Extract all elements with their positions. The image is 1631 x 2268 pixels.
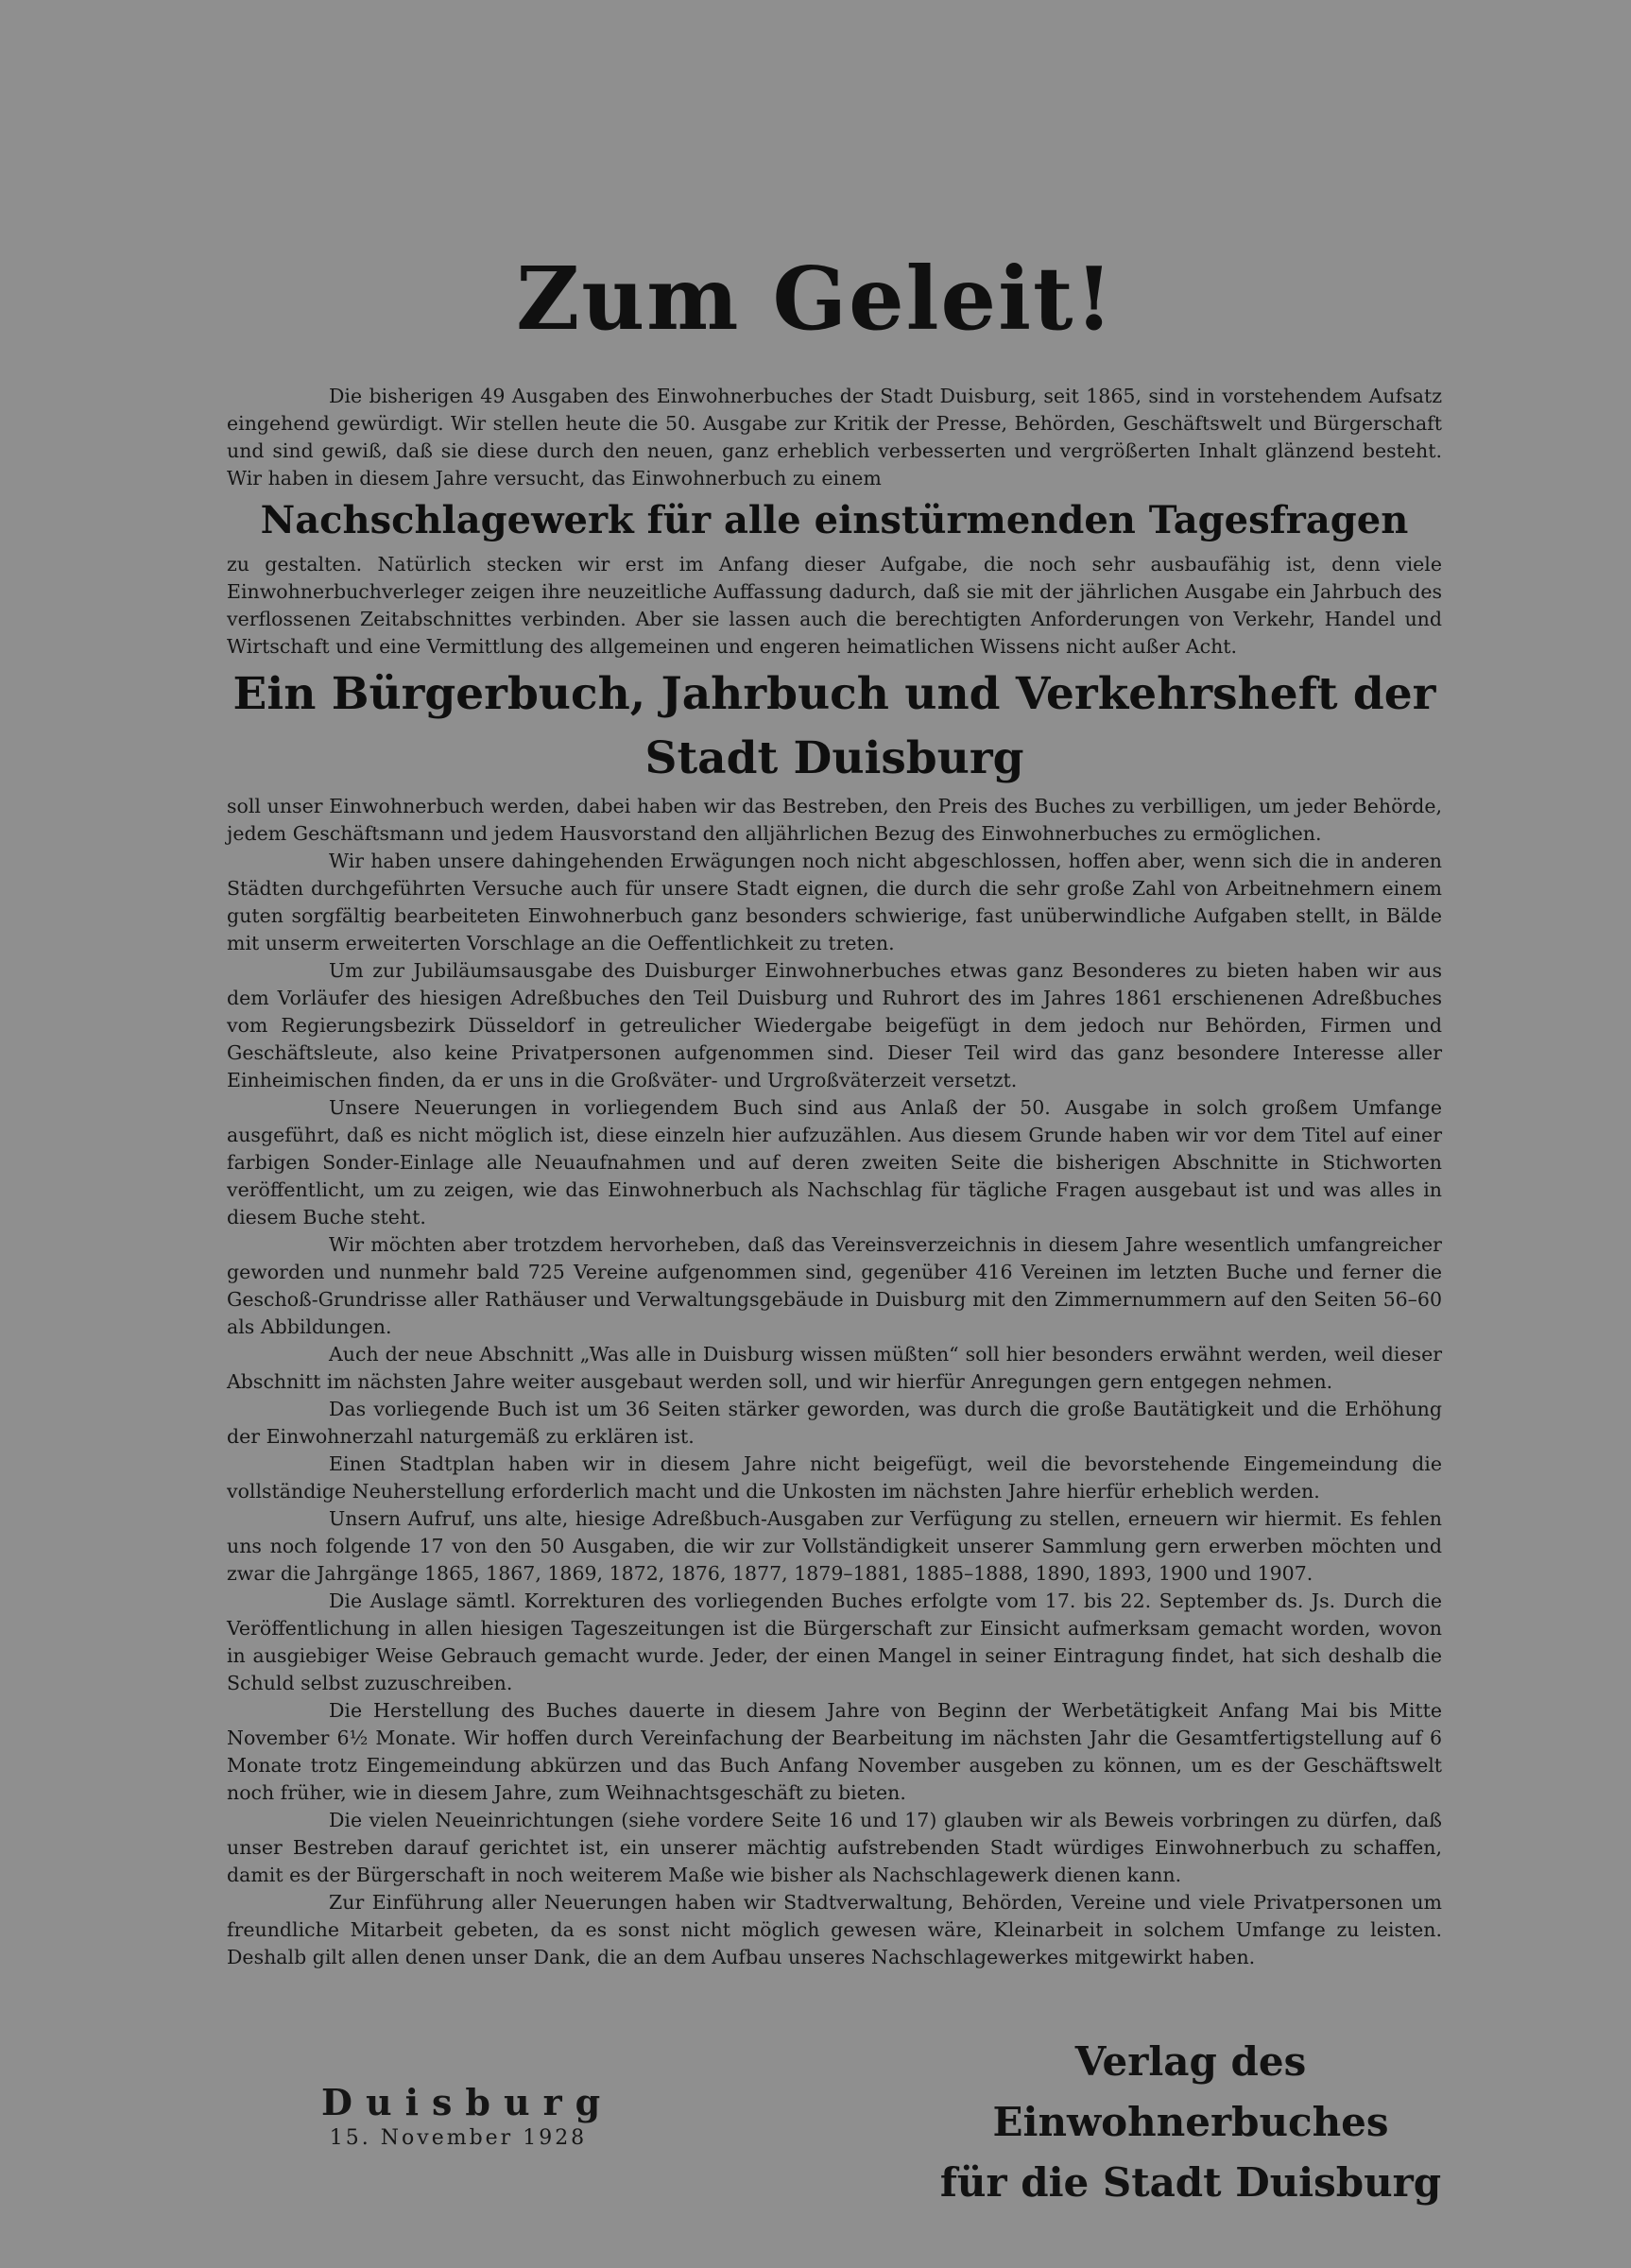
headline-buergerbuch: Ein Bürgerbuch, Jahrbuch und Verkehrsheft der Stadt Duisburg (232, 668, 1436, 784)
paragraph: Die Auslage sämtl. Korrekturen des vorliegenden Buches erfolgte vom 17. bis 22. September ds. Js. Durch die Veröffentlichung in allen hiesigen Tageszeitungen ist die Bürgerschaft zur Einsicht aufmerksam gemacht worden, wovon in ausgiebiger Weise Gebrauch gemacht wurde. Jeder, der einen Mangel in seiner Eintragung findet, hat sich deshalb die Schuld selbst zuzuschreiben. (227, 1589, 1442, 1694)
paragraph: Unsere Neuerungen in vorliegendem Buch sind aus Anlaß der 50. Ausgabe in solch großem Umfange ausgeführt, daß es nicht möglich ist, diese einzeln hier aufzuzählen. Aus diesem Grunde haben wir vor dem Titel auf einer farbigen Sonder-Einlage alle Neuaufnahmen und auf deren zweiten Seite die bisherigen Abschnitte in Stichworten veröffentlicht, um zu zeigen, wie das Einwohnerbuch als Nachschlag für tägliche Fragen ausgebaut ist und was alles in diesem Buche steht. (227, 1096, 1442, 1228)
closing-date: 15. November 1928 (329, 2126, 588, 2150)
paragraph: Unsern Aufruf, uns alte, hiesige Adreßbuch-Ausgaben zur Verfügung zu stellen, erneuern wir hiermit. Es fehlen uns noch folgende 17 von den 50 Ausgaben, die wir zur Vollständigkeit unserer Sammlung gern erwerben möchten und zwar die Jahrgänge 1865, 1867, 1869, 1872, 1876, 1877, 1879–1881, 1885–1888, 1890, 1893, 1900 und 1907. (227, 1507, 1442, 1585)
page-title: Zum Geleit! (516, 248, 1115, 350)
paragraph: Die vielen Neueinrichtungen (siehe vordere Seite 16 und 17) glauben wir als Beweis vorbringen zu dürfen, daß unser Bestreben darauf gerichtet ist, ein unserer mächtig aufstrebenden Stadt würdiges Einwohnerbuch zu schaffen, damit es der Bürgerschaft in noch weiterem Maße wie bisher als Nachschlagewerk dienen kann. (227, 1809, 1442, 1886)
article-body (227, 383, 1442, 1971)
paragraph: Einen Stadtplan haben wir in diesem Jahre nicht beigefügt, weil die bevorstehende Eingemeindung die vollständige Neuherstellung erforderlich macht und die Unkosten im nächsten Jahre hierfür erheblich werden. (227, 1452, 1442, 1503)
place-and-date (321, 2081, 614, 2153)
paragraph: Zur Einführung aller Neuerungen haben wir Stadtverwaltung, Behörden, Vereine und viele Privatpersonen um freundliche Mitarbeit gebeten, da es sonst nicht möglich gewesen wäre, Kleinarbeit in solchem Umfange zu leisten. Deshalb gilt allen denen unser Dank, die an dem Aufbau unseres Nachschlagewerkes mitgewirkt haben. (227, 1891, 1442, 1968)
paragraph: Die Herstellung des Buches dauerte in diesem Jahre von Beginn der Werbetätigkeit Anfang Mai bis Mitte November 6½ Monate. Wir hoffen durch Vereinfachung der Bearbeitung im nächsten Jahr die Gesamtfertigstellung auf 6 Monate trotz Eingemeindung abkürzen und das Buch Anfang November ausgeben zu können, um es der Geschäftswelt noch früher, wie in diesem Jahre, zum Weihnachtsgeschäft zu bieten. (227, 1699, 1442, 1804)
publisher-line-2: für die Stadt Duisburg (939, 2159, 1442, 2206)
paragraph: zu gestalten. Natürlich stecken wir erst im Anfang dieser Aufgabe, die noch sehr ausbaufähig ist, denn viele Einwohnerbuchverleger zeigen ihre neuzeitliche Auffassung dadurch, daß sie mit der jährlichen Ausgabe ein Jahrbuch des verflossenen Zeitabschnittes verbinden. Aber sie lassen auch die berechtigten Anforderungen von Verkehr, Handel und Wirtschaft und eine Vermittlung des allgemeinen und engeren heimatlichen Wissens nicht außer Acht. (227, 553, 1442, 658)
paragraph: Auch der neue Abschnitt „Was alle in Duisburg wissen müßten“ soll hier besonders erwähnt werden, weil dieser Abschnitt im nächsten Jahre weiter ausgebaut werden soll, und wir hierfür Anregungen gern entgegen nehmen. (227, 1343, 1442, 1393)
publisher-line-1: Verlag des Einwohnerbuches (992, 2038, 1389, 2145)
paragraph: Wir möchten aber trotzdem hervorheben, daß das Vereinsverzeichnis in diesem Jahre wesentlich umfangreicher geworden und nunmehr bald 725 Vereine aufgenommen sind, gegenüber 416 Vereinen im letzten Buche und ferner die Geschoß-Grundrisse aller Rathäuser und Verwaltungsgebäude in Duisburg mit den Zimmernummern auf den Seiten 56–60 als Abbildungen. (227, 1233, 1442, 1338)
closing-city: Duisburg (321, 2081, 614, 2123)
headline-nachschlagewerk: Nachschlagewerk für alle einstürmenden Tagesfragen (260, 498, 1409, 542)
paragraph: Das vorliegende Buch ist um 36 Seiten stärker geworden, was durch die große Bautätigkeit und die Erhöhung der Einwohnerzahl naturgemäß zu erklären ist. (227, 1398, 1442, 1448)
paragraph: soll unser Einwohnerbuch werden, dabei haben wir das Bestreben, den Preis des Buches zu verbilligen, um jeder Behörde, jedem Geschäftsmann und jedem Hausvorstand den alljährlichen Bezug des Einwohnerbuches zu ermöglichen. (227, 795, 1442, 845)
paragraph: Wir haben unsere dahingehenden Erwägungen noch nicht abgeschlossen, hoffen aber, wenn sich die in anderen Städten durchgeführten Versuche auch für unsere Stadt eignen, die durch die sehr große Zahl von Arbeitnehmern einem guten sorgfältig bearbeiteten Einwohnerbuch ganz besonders schwierige, fast unüberwindliche Aufgaben stellt, in Bälde mit unserm erweiterten Vorschlage an die Oeffentlichkeit zu treten. (227, 850, 1442, 954)
paragraph: Die bisherigen 49 Ausgaben des Einwohnerbuches der Stadt Duisburg, seit 1865, sind in vorstehendem Aufsatz eingehend gewürdigt. Wir stellen heute die 50. Ausgabe zur Kritik der Presse, Behörden, Geschäftswelt und Bürgerschaft und sind gewiß, daß sie diese durch den neuen, ganz erheblich verbesserten und vergrößerten Inhalt glänzend besteht. Wir haben in diesem Jahre versucht, das Einwohnerbuch zu einem (227, 385, 1442, 490)
publisher-signature (907, 2032, 1474, 2213)
paragraph: Um zur Jubiläumsausgabe des Duisburger Einwohnerbuches etwas ganz Besonderes zu bieten haben wir aus dem Vorläufer des hiesigen Adreßbuches den Teil Duisburg und Ruhrort des im Jahres 1861 erschienenen Adreßbuches vom Regierungsbezirk Düsseldorf in getreulicher Wiedergabe beigefügt in dem jedoch nur Behörden, Firmen und Geschäftsleute, also keine Privatpersonen aufgenommen sind. Dieser Teil wird das ganz besondere Interesse aller Einheimischen finden, da er uns in die Großväter- und Urgroßväterzeit versetzt. (227, 959, 1442, 1091)
